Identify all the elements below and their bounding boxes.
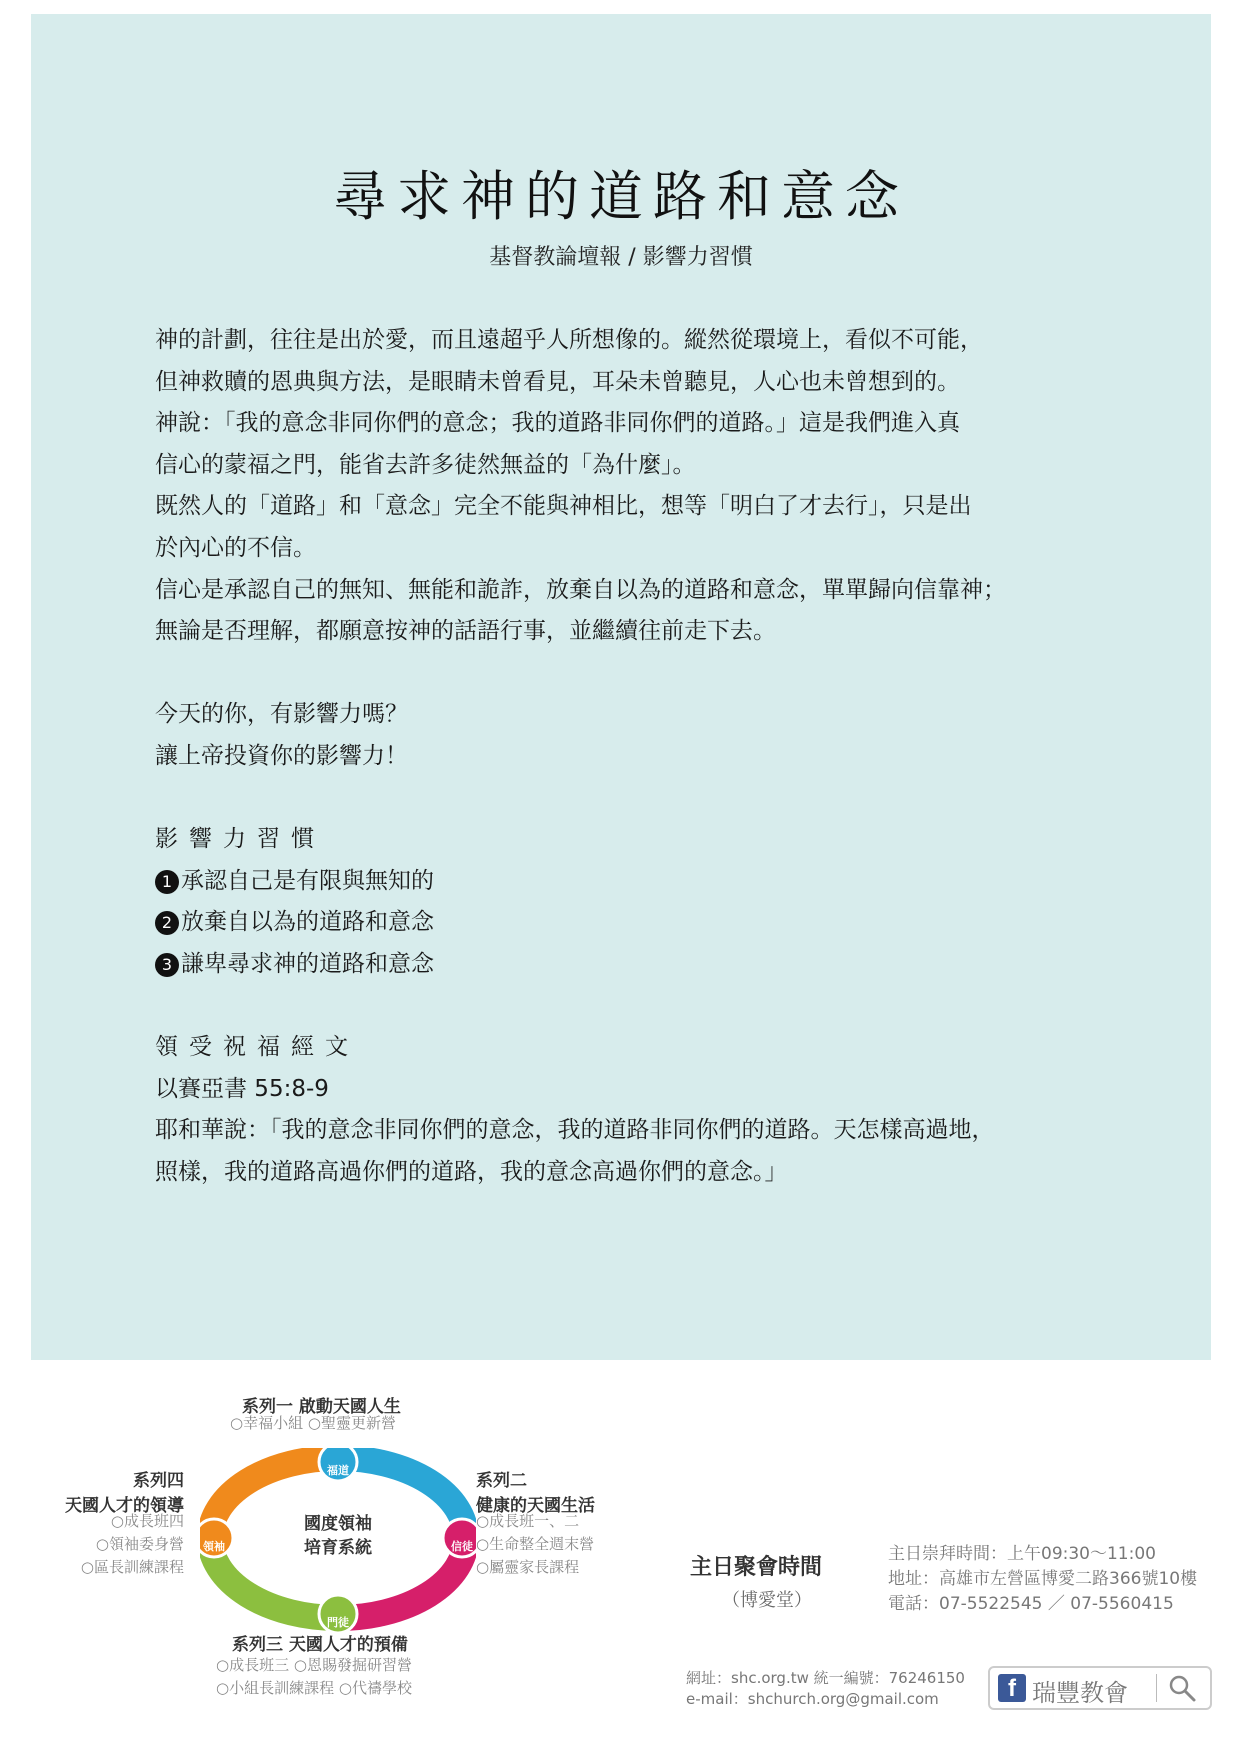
service-info: 主日崇拜時間：上午09:30～11:00 地址：高雄市左營區博愛二路366號10樓 電話：07-5522545 ／ 07-5560415	[888, 1544, 1198, 1614]
article-body	[155, 320, 1095, 1193]
scripture-heading: 領受祝福經文	[155, 1034, 359, 1061]
article-panel	[31, 14, 1211, 1360]
habit-item: 2 放棄自以為的道路和意念	[155, 902, 1095, 944]
series4-items: ○成長班四 ○領袖委身營 ○區長訓練課程	[80, 1512, 184, 1576]
series1-items: ○幸福小組 ○聖靈更新營	[230, 1414, 396, 1432]
question-line: 讓上帝投資你的影響力！	[155, 742, 408, 769]
body-line: 信心的蒙福之門，能省去許多徒然無益的「為什麼」。	[155, 451, 696, 478]
habits-heading: 影響力習慣	[155, 826, 325, 853]
number-badge-icon: 2	[155, 911, 179, 935]
habit-item: 3 謙卑尋求神的道路和意念	[155, 944, 1095, 986]
body-line: 信心是承認自己的無知、無能和詭詐，放棄自以為的道路和意念，單單歸向信靠神；	[155, 576, 1006, 603]
facebook-search-box[interactable]	[988, 1666, 1212, 1710]
scripture-line: 照樣，我的道路高過你們的道路，我的意念高過你們的意念。」	[155, 1158, 788, 1185]
body-line: 於內心的不信。	[155, 534, 316, 561]
body-line: 神的計劃，往往是出於愛，而且遠超乎人所想像的。縱然從環境上，看似不可能，	[155, 327, 983, 353]
badge-right-label: 信徒	[451, 1540, 473, 1553]
subtitle: 基督教論壇報 / 影響力習慣	[489, 245, 753, 270]
series2-title: 系列二 健康的天國生活	[476, 1471, 595, 1516]
page-title: 尋求神的道路和意念	[333, 165, 909, 228]
sunday-service-title: 主日聚會時間	[690, 1555, 823, 1580]
scripture-reference: 以賽亞書 55:8-9	[155, 1075, 329, 1102]
facebook-page-name: 瑞豐教會	[1032, 1679, 1128, 1707]
body-line: 既然人的「道路」和「意念」完全不能與神相比，想等「明白了才去行」，只是出	[155, 493, 972, 520]
series3-title: 系列三 天國人才的預備	[232, 1635, 408, 1655]
habit-item: 1 承認自己是有限與無知的	[155, 861, 1095, 903]
sunday-service-location: （博愛堂）	[722, 1590, 812, 1611]
scripture-line: 耶和華說：「我的意念非同你們的意念，我的道路非同你們的道路。天怎樣高過地，	[155, 1117, 995, 1144]
badge-left-label: 領袖	[203, 1540, 225, 1553]
series1-title: 系列一 啟動天國人生	[242, 1397, 401, 1417]
footer	[0, 1360, 1241, 1755]
badge-top-label: 福道	[327, 1464, 349, 1477]
body-line: 但神救贖的恩典與方法，是眼睛未曾看見，耳朵未曾聽見，人心也未曾想到的。	[155, 368, 960, 395]
badge-bottom-label: 門徒	[327, 1616, 349, 1629]
series2-items: ○成長班一、二 ○生命整全週末營 ○屬靈家長課程	[476, 1512, 595, 1576]
diagram-center-label: 國度領袖 培育系統	[304, 1514, 372, 1558]
series4-title: 系列四 天國人才的領導	[65, 1471, 184, 1516]
number-badge-icon: 1	[155, 870, 179, 894]
number-badge-icon: 3	[155, 953, 179, 977]
contact-info: 網址：shc.org.tw 統一編號：76246150 e-mail：shchurch.org@gmail.com	[686, 1669, 965, 1708]
body-line: 無論是否理解，都願意按神的話語行事，並繼續往前走下去。	[155, 618, 776, 645]
question-line: 今天的你，有影響力嗎？	[155, 701, 408, 728]
facebook-icon: f	[998, 1674, 1026, 1702]
search-icon[interactable]	[1166, 1672, 1198, 1704]
series3-items: ○成長班三 ○恩賜發掘研習營 ○小組長訓練課程 ○代禱學校	[216, 1656, 412, 1697]
body-line: 神說：「我的意念非同你們的意念；我的道路非同你們的道路。」這是我們進入真	[155, 410, 960, 437]
